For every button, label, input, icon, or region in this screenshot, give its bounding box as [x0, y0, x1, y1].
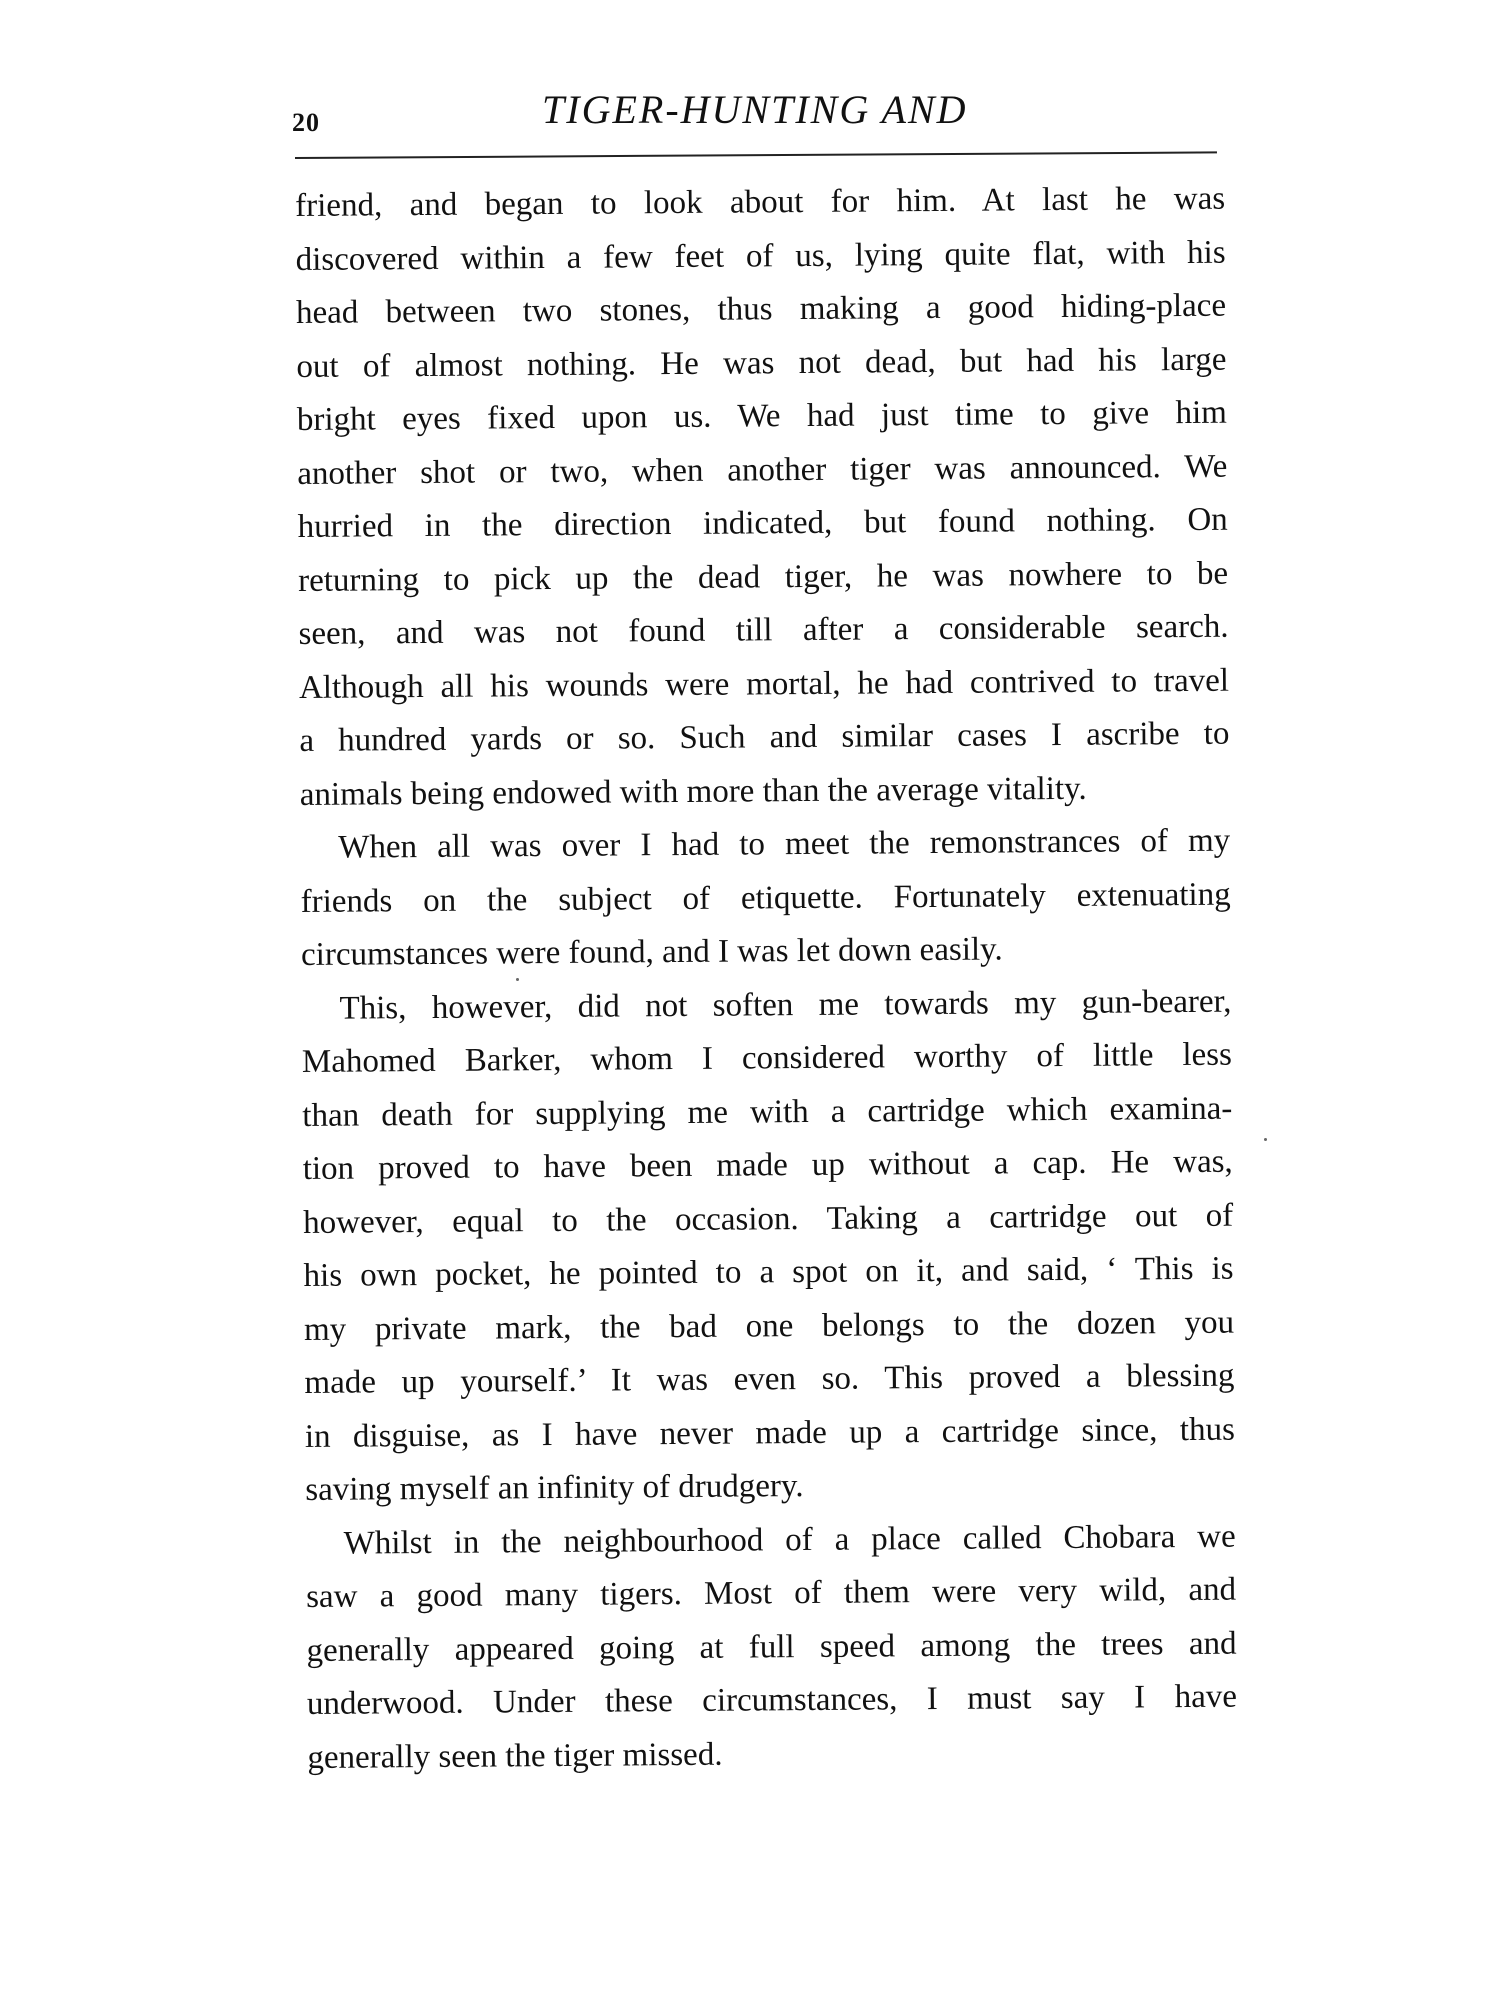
- text-line: discovered within a few feet of us, lying quite flat, with his: [295, 234, 1226, 278]
- text-line: returning to pick up the dead tiger, he was nowhere to be: [298, 555, 1229, 599]
- text-line: his own pocket, he pointed to a spot on it, and said, ‘ This is: [303, 1250, 1234, 1294]
- print-speck: [1264, 1138, 1267, 1141]
- running-title: TIGER-HUNTING AND: [542, 87, 968, 132]
- text-line: generally seen the tiger missed.: [307, 1736, 723, 1776]
- page-number: 20: [292, 108, 320, 137]
- text-line: seen, and was not found till after a considerable search.: [298, 608, 1229, 652]
- text-line: bright eyes fixed upon us. We had just time to give him: [296, 394, 1227, 438]
- text-line: animals being endowed with more than the average vitality.: [299, 770, 1087, 813]
- text-line: my private mark, the bad one belongs to the dozen you: [303, 1304, 1235, 1348]
- body-text: [295, 173, 1238, 1785]
- paragraph-start: When all was over I had to meet the remonstrances of my: [338, 822, 1231, 866]
- text-line: out of almost nothing. He was not dead, but had his large: [296, 341, 1227, 385]
- text-line: saw a good many tigers. Most of them were very wild, and: [305, 1571, 1237, 1615]
- text-line: head between two stones, thus making a good hiding-place: [295, 287, 1227, 331]
- text-line: another shot or two, when another tiger was announced. We: [297, 448, 1228, 492]
- text-line: Although all his wounds were mortal, he had contrived to travel: [298, 662, 1230, 706]
- text-line: than death for supplying me with a cartridge which examina-: [302, 1090, 1233, 1134]
- print-speck: [516, 978, 519, 981]
- text-line: in disguise, as I have never made up a cartridge since, thus: [304, 1411, 1235, 1455]
- text-line: friend, and began to look about for him. At last he was: [295, 180, 1226, 224]
- text-line: underwood. Under these circumstances, I must say I have: [306, 1678, 1238, 1722]
- text-line: generally appeared going at full speed among the trees and: [306, 1625, 1237, 1669]
- running-head: [292, 86, 1222, 146]
- text-line: hurried in the direction indicated, but found nothing. On: [297, 501, 1228, 545]
- text-line: saving myself an infinity of drudgery.: [305, 1468, 804, 1508]
- text-line: a hundred yards or so. Such and similar cases I ascribe to: [299, 715, 1230, 759]
- text-line: however, equal to the occasion. Taking a cartridge out of: [303, 1197, 1234, 1241]
- text-line: tion proved to have been made up without a cap. He was,: [302, 1143, 1233, 1187]
- paragraph-start: Whilst in the neighbourhood of a place called Chobara we: [343, 1518, 1236, 1562]
- text-line: circumstances were found, and I was let down easily.: [300, 931, 1003, 973]
- text-line: friends on the subject of etiquette. Fortunately extenuating: [300, 876, 1231, 920]
- text-line: made up yourself.’ It was even so. This proved a blessing: [304, 1357, 1235, 1401]
- header-rule: [295, 151, 1217, 159]
- text-line: Mahomed Barker, whom I considered worthy of little less: [301, 1036, 1233, 1080]
- paragraph-start: This, however, did not soften me towards my gun-bearer,: [339, 983, 1232, 1027]
